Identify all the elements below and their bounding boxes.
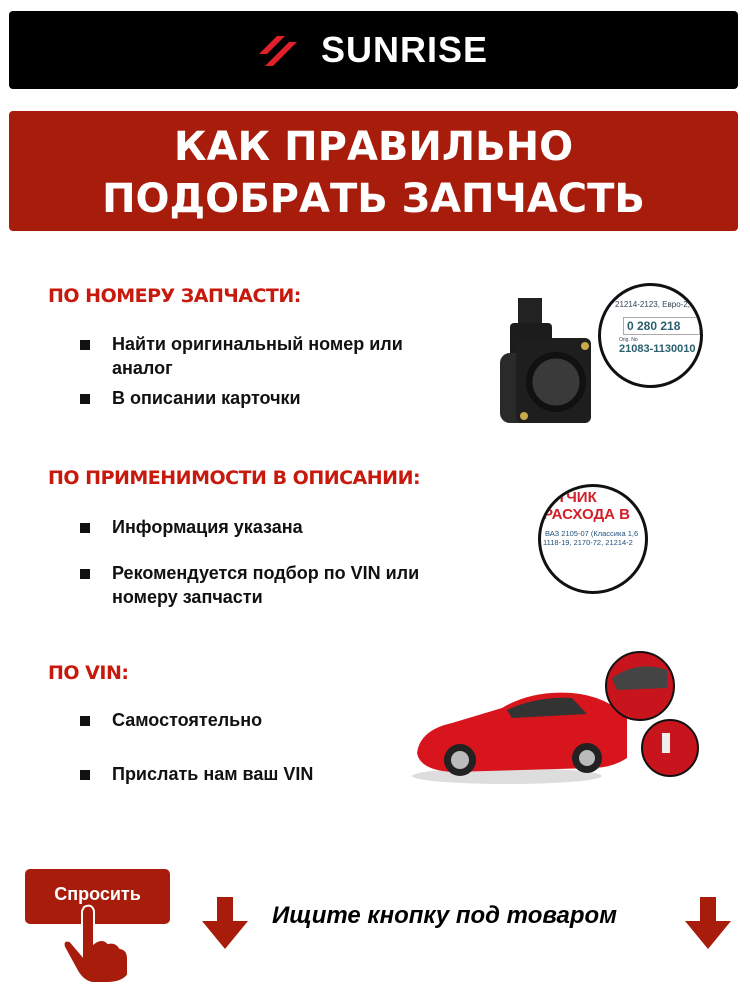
ask-button[interactable]: Спросить <box>25 869 170 924</box>
title-line-1: КАК ПРАВИЛЬНО <box>173 124 574 170</box>
pointing-hand-icon <box>62 903 132 983</box>
section-heading-vin: ПО VIN: <box>48 662 129 684</box>
circle-title: АТЧИК <box>547 489 597 506</box>
arrow-down-icon <box>202 897 248 949</box>
list-item: Информация указана <box>80 515 480 539</box>
list-item: Рекомендуется подбор по VIN или номеру запчасти <box>80 561 480 609</box>
car-vin-location-image <box>412 648 702 788</box>
list-item: В описании карточки <box>80 386 410 410</box>
circle-text: 21214-2123, Евро-2, <box>615 300 690 309</box>
page-title <box>9 111 738 231</box>
circle-orig-number: 21083-1130010 <box>619 343 696 355</box>
logo-icon <box>259 32 309 68</box>
list-item: Найти оригинальный номер или аналог <box>80 332 410 380</box>
list-item: Самостоятельно <box>80 708 400 732</box>
circle-title: РАСХОДА В <box>543 506 631 523</box>
brand-name: SUNRISE <box>320 29 489 70</box>
description-zoom-image <box>538 484 648 594</box>
section-heading-applicability: ПО ПРИМЕНИМОСТИ В ОПИСАНИИ: <box>48 467 421 489</box>
circle-text: ВАЗ 2105-07 (Классика 1,6 <box>545 529 639 538</box>
arrow-down-icon <box>685 897 731 949</box>
section-list-vin <box>80 708 400 786</box>
mass-air-flow-sensor-image <box>488 298 593 433</box>
circle-label: Orig. No <box>619 337 638 343</box>
part-number-zoom-image <box>598 283 703 388</box>
circle-text: 1118-19, 2170-72, 21214-2 <box>543 538 633 547</box>
brand-header <box>9 11 738 89</box>
section-heading-part-number: ПО НОМЕРУ ЗАПЧАСТИ: <box>48 285 301 307</box>
cta-text: Ищите кнопку под товаром <box>272 902 617 929</box>
section-list-part-number <box>80 332 410 410</box>
circle-number: 0 280 218 <box>623 317 700 335</box>
list-item: Прислать нам ваш VIN <box>80 762 400 786</box>
title-line-2: ПОДОБРАТЬ ЗАПЧАСТЬ <box>102 176 645 222</box>
section-list-applicability <box>80 515 480 609</box>
